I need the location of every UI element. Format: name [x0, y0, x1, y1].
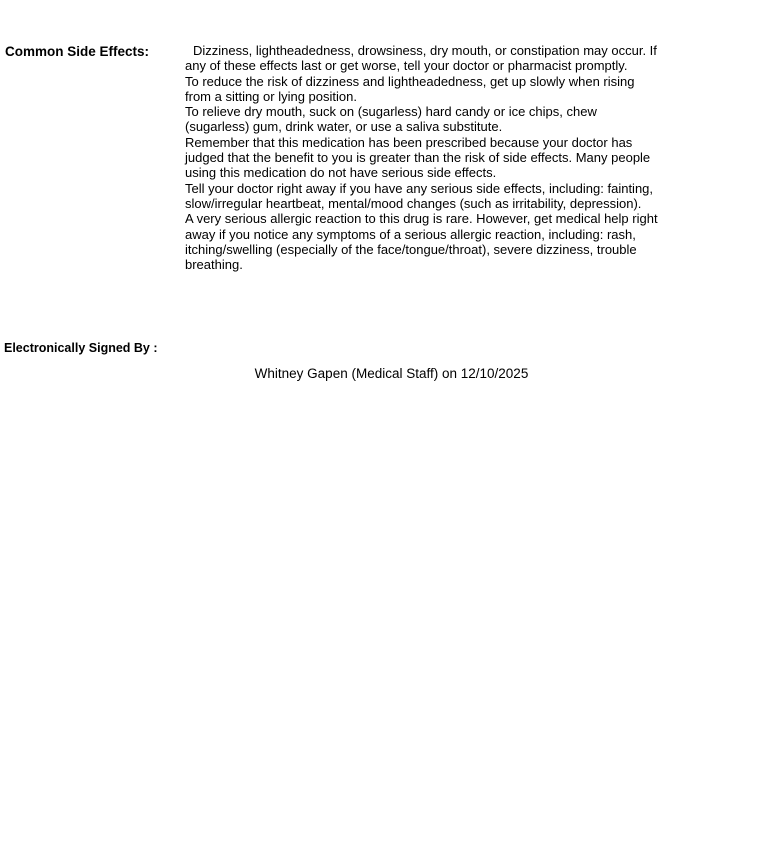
- side-effects-label: Common Side Effects:: [5, 44, 150, 59]
- side-effects-paragraph: Remember that this medication has been prescribed because your doctor has judged that the benefit to you is greater than the risk of side effects. Many people using this medication do not have serious side effects.: [185, 134, 651, 181]
- side-effects-body: [185, 43, 660, 272]
- signature-label: Electronically Signed By :: [4, 341, 158, 355]
- side-effects-paragraph: Dizziness, lightheadedness, drowsiness, dry mouth, or constipation may occur. If any of these effects last or get worse, tell your doctor or pharmacist promptly.: [185, 43, 657, 74]
- side-effects-paragraph: A very serious allergic reaction to this drug is rare. However, get medical help right away if you notice any symptoms of a serious allergic reaction, including: rash, itching/swelling (especially of the face/tongue/throat), severe dizziness, trouble breathing.: [185, 211, 658, 273]
- side-effects-paragraph: To relieve dry mouth, suck on (sugarless) hard candy or ice chips, chew (sugarless) gum, drink water, or use a saliva substitute.: [185, 104, 597, 135]
- signature-signer: Whitney Gapen (Medical Staff) on 12/10/2025: [254, 366, 529, 381]
- side-effects-paragraph: To reduce the risk of dizziness and lightheadedness, get up slowly when rising from a sitting or lying position.: [185, 73, 635, 104]
- side-effects-paragraph: Tell your doctor right away if you have any serious side effects, including: fainting, slow/irregular heartbeat, mental/mood changes (such as irritability, depression).: [185, 180, 654, 211]
